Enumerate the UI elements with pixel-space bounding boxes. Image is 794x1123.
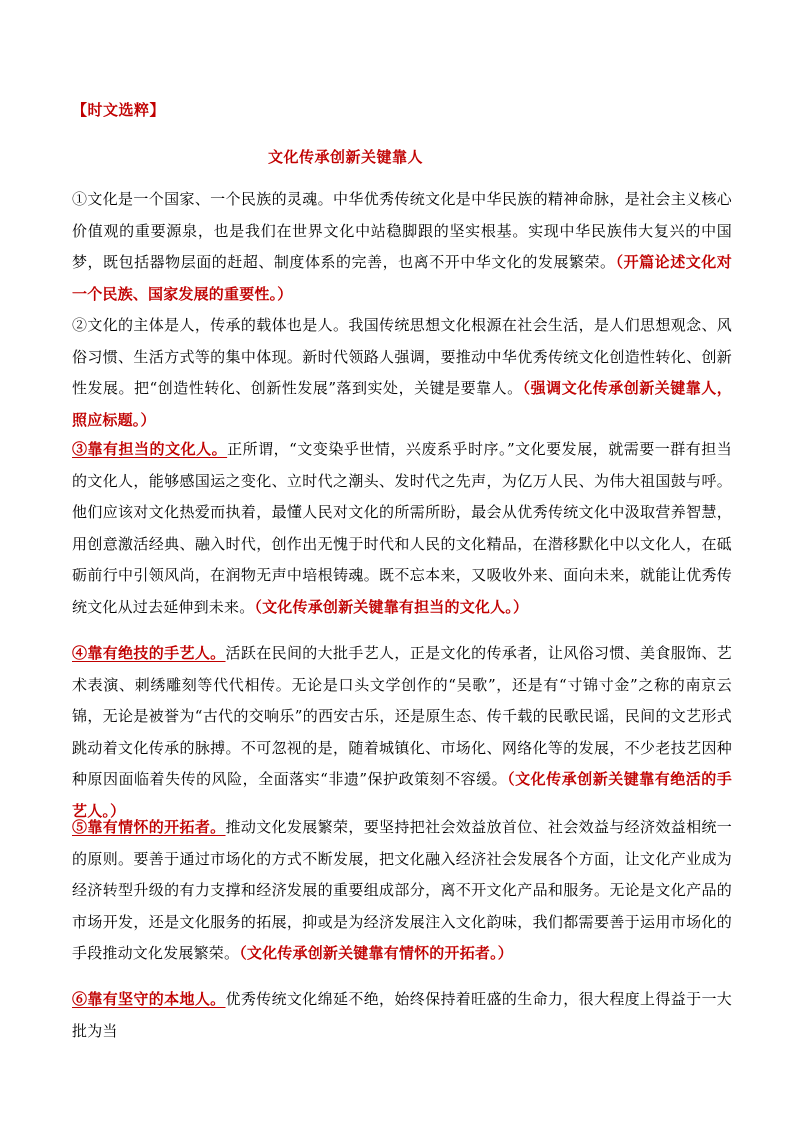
paragraph-head: ④靠有绝技的手艺人。 <box>72 644 226 662</box>
paragraph-annotation: （文化传承创新关键靠有担当的文化人。） <box>254 597 529 616</box>
paragraph-1 <box>72 184 732 310</box>
paragraph-body: 活跃在民间的大批手艺人，正是文化的传承者，让风俗习惯、美食服饰、艺术表演、刺绣雕刻等代代相传。无论是口头文学创作的“吴歌”，还是有“寸锦寸金”之称的南京云锦，无论是被誉为“古代的交响乐”的西安古乐，还是原生态、传千载的民歌民谣，民间的文艺形式跳动着文化传承的脉搏。不可忽视的是，随着城镇化、市场化、网络化等的发展，不少老技艺因种种原因面临着失传的风险，全面落实“非遗”保护政策刻不容缓。 <box>72 644 732 788</box>
paragraph-6 <box>72 984 732 1047</box>
paragraph-head: ⑤靠有情怀的开拓者。 <box>72 818 226 836</box>
paragraph-body: ①文化是一个国家、一个民族的灵魂。中华优秀传统文化是中华民族的精神命脉，是社会主义核心价值观的重要源泉，也是我们在世界文化中站稳脚跟的坚实根基。实现中华民族伟大复兴的中国梦，既包括器物层面的赶超、制度体系的完善，也离不开中华文化的发展繁荣。 <box>72 190 732 271</box>
paragraph-annotation: （强调文化传承创新关键靠人，照应标题。） <box>72 379 732 429</box>
paragraph-5 <box>72 812 732 970</box>
paragraph-body: 优秀传统文化绵延不绝，始终保持着旺盛的生命力，很大程度上得益于一大批为当 <box>72 990 732 1040</box>
paragraph-head: ⑥靠有坚守的本地人。 <box>72 990 226 1008</box>
paragraph-body: 推动文化发展繁荣，要坚持把社会效益放首位、社会效益与经济效益相统一的原则。要善于通过市场化的方式不断发展，把文化融入经济社会发展各个方面，让文化产业成为经济转型升级的有力支撑和经济发展的重要组成部分，离不开文化产品和服务。无论是文化产品的市场开发，还是文化服务的拓展，抑或是为经济发展注入文化韵味，我们都需要善于运用市场化的手段推动文化发展繁荣。 <box>72 818 732 962</box>
paragraph-annotation: （文化传承创新关键靠有情怀的开拓者。） <box>239 944 514 962</box>
paragraph-body: ②文化的主体是人，传承的载体也是人。我国传统思想文化根源在社会生活，是人们思想观念、风俗习惯、生活方式等的集中体现。新时代领路人强调，要推动中华优秀传统文化创造性转化、创新性发展。把“创造性转化、创新性发展”落到实处，关键是要靠人。 <box>72 316 732 397</box>
paragraph-annotation: （开篇论述文化对一个民族、国家发展的重要性。） <box>72 253 732 303</box>
paragraph-body: 正所谓，“文变染乎世情，兴废系乎时序。”文化要发展，就需要一群有担当的文化人，能够感国运之变化、立时代之潮头、发时代之先声，为亿万人民、为伟大祖国鼓与呼。他们应该对文化热爱而执着，最懂人民对文化的所需所盼，最会从优秀传统文化中汲取营养智慧，用创意激活经典、融入时代，创作出无愧于时代和人民的文化精品，在潜移默化中以文化人，在砥砺前行中引领风尚，在润物无声中培根铸魂。既不忘本来，又吸收外来、面向未来，就能让优秀传统文化从过去延伸到未来。 <box>72 440 732 616</box>
section-tag: 【时文选粹】 <box>72 101 166 119</box>
article-title: 文化传承创新关键靠人 <box>268 148 424 166</box>
paragraph-head: ③靠有担当的文化人。 <box>72 440 228 458</box>
paragraph-2 <box>72 310 732 436</box>
paragraph-3 <box>72 434 732 623</box>
paragraph-annotation: （文化传承创新关键靠有绝活的手艺人。） <box>72 770 732 820</box>
paragraph-4 <box>72 638 732 827</box>
